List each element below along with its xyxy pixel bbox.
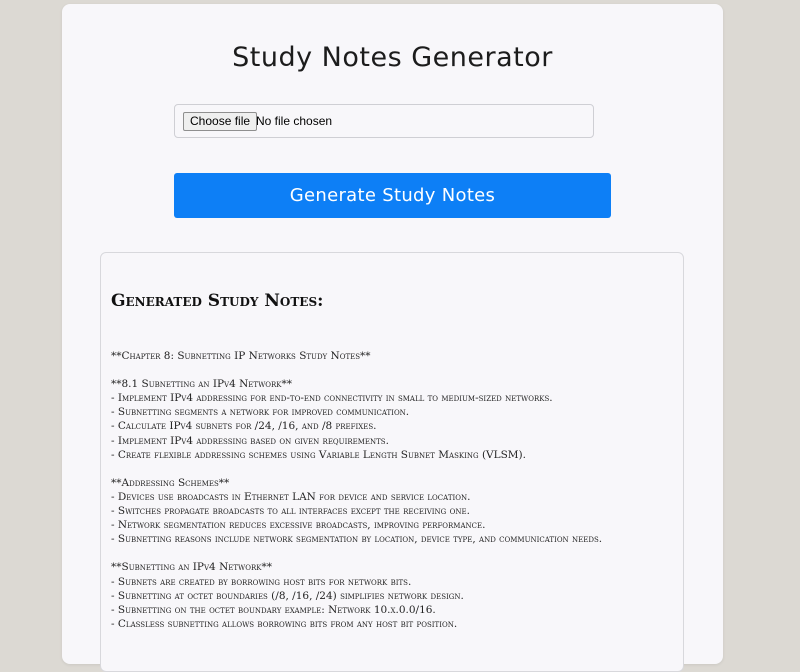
notes-line: - Subnetting on the octet boundary example: Network 10.x.0.0/16. (111, 603, 436, 616)
notes-line: - Subnetting segments a network for improved communication. (111, 406, 410, 419)
notes-line: **Addressing Schemes** (111, 476, 230, 489)
notes-line: - Calculate IPv4 subnets for /24, /16, and /8 prefixes. (111, 420, 377, 433)
notes-line: - Devices use broadcasts in Ethernet LAN for device and service location. (111, 490, 471, 503)
notes-line: - Implement IPv4 addressing for end-to-end connectivity in small to medium-sized networks. (111, 392, 553, 405)
notes-line: **8.1 Subnetting an IPv4 Network** (111, 378, 292, 391)
notes-line: - Subnets are created by borrowing host bits for network bits. (111, 575, 412, 588)
page-title: Study Notes Generator (232, 42, 553, 73)
main-card (62, 4, 723, 664)
notes-gap (111, 363, 681, 377)
notes-line: - Network segmentation reduces excessive broadcasts, improving performance. (111, 519, 486, 532)
file-input[interactable] (174, 104, 594, 138)
notes-panel (100, 252, 684, 672)
generate-study-notes-button[interactable]: Generate Study Notes (174, 173, 611, 218)
notes-line: - Classless subnetting allows borrowing bits from any host bit position. (111, 617, 458, 630)
notes-line: **Subnetting an IPv4 Network** (111, 561, 272, 574)
file-status-text: No file chosen (256, 114, 333, 128)
notes-line: - Subnetting at octet boundaries (/8, /16, /24) simplifies network design. (111, 589, 464, 602)
notes-line: - Subnetting reasons include network segmentation by location, device type, and communication needs. (111, 533, 603, 546)
notes-gap (111, 462, 681, 476)
notes-body (111, 349, 681, 631)
notes-line: - Implement IPv4 addressing based on given requirements. (111, 434, 389, 447)
notes-gap (111, 546, 681, 560)
notes-line: - Create flexible addressing schemes using Variable Length Subnet Masking (VLSM). (111, 448, 526, 461)
notes-heading: Generated Study Notes: (111, 291, 324, 311)
choose-file-button[interactable]: Choose file (183, 112, 257, 131)
notes-line: - Switches propagate broadcasts to all interfaces except the receiving one. (111, 505, 470, 518)
notes-line: **Chapter 8: Subnetting IP Networks Study Notes** (111, 350, 371, 362)
